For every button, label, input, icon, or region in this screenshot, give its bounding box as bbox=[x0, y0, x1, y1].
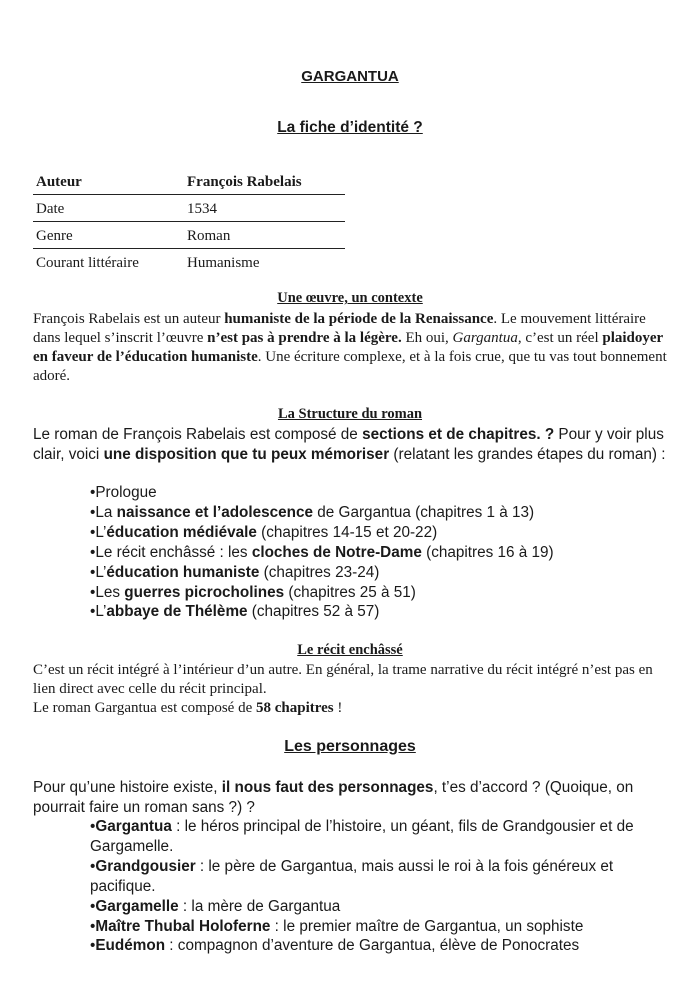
bullet-icon: • bbox=[90, 937, 96, 955]
text-run: de Gargantua (chapitres 1 à 13) bbox=[313, 503, 535, 521]
identity-value: 1534 bbox=[179, 195, 345, 222]
context-section-title: Une œuvre, un contexte bbox=[277, 290, 423, 306]
emphasis-text: 58 chapitres bbox=[255, 700, 334, 716]
bullet-icon: • bbox=[90, 484, 96, 501]
bullet-icon: • bbox=[90, 503, 96, 521]
emphasis-text: abbaye de Thélème bbox=[106, 603, 248, 621]
bullet-icon: • bbox=[90, 563, 96, 581]
character-name: Gargamelle bbox=[95, 897, 179, 915]
emphasis-text: plaidoyer en faveur de l’éducation humaniste bbox=[33, 330, 663, 365]
character-description: : le héros principal de l’histoire, un géant, fils de Grandgousier et de Gargamelle. bbox=[90, 818, 634, 855]
identity-label: Courant littéraire bbox=[36, 255, 139, 271]
text-run: L’ bbox=[95, 563, 107, 581]
table-row bbox=[33, 195, 345, 222]
list-item bbox=[90, 563, 665, 583]
text-run: François Rabelais est un auteur bbox=[33, 311, 225, 327]
list-item bbox=[90, 917, 670, 937]
context-paragraph bbox=[33, 310, 673, 386]
document-title: GARGANTUA bbox=[301, 68, 399, 85]
list-item bbox=[90, 483, 665, 503]
identity-value: Roman bbox=[179, 222, 345, 249]
character-description: : le père de Gargantua, mais aussi le roi à la fois généreux et pacifique. bbox=[90, 857, 614, 895]
emphasis-text: sections et de chapitres. ? bbox=[362, 426, 555, 443]
text-run: , t’es d’accord ? (Quoique, on pourrait faire un roman sans ?) ? bbox=[33, 779, 634, 816]
characters-paragraph bbox=[33, 778, 673, 818]
text-run: L’ bbox=[95, 603, 107, 621]
emphasis-text: cloches de Notre-Dame bbox=[251, 543, 422, 561]
emphasis-text: guerres picrocholines bbox=[124, 583, 285, 601]
list-item bbox=[90, 523, 665, 543]
text-run: ! bbox=[333, 700, 343, 716]
text-run: . Le mouvement littéraire dans lequel s’inscrit l’œuvre bbox=[33, 311, 646, 346]
bullet-icon: • bbox=[90, 603, 96, 621]
recit-paragraph bbox=[33, 661, 673, 718]
structure-section-title: La Structure du roman bbox=[277, 406, 423, 422]
identity-label: Auteur bbox=[33, 168, 179, 195]
text-run: (chapitres 52 à 57) bbox=[247, 603, 380, 621]
character-description: : compagnon d’aventure de Gargantua, élève de Ponocrates bbox=[165, 937, 580, 955]
text-run: (chapitres 14-15 et 20-22) bbox=[256, 523, 438, 541]
bullet-icon: • bbox=[90, 818, 96, 835]
list-item bbox=[90, 602, 665, 622]
list-item bbox=[90, 583, 665, 603]
bullet-icon: • bbox=[90, 523, 96, 541]
text-run: Les bbox=[95, 583, 125, 601]
structure-paragraph bbox=[33, 425, 673, 465]
identity-table bbox=[33, 168, 345, 275]
table-row bbox=[33, 168, 345, 195]
list-item bbox=[90, 857, 670, 897]
character-name: Eudémon bbox=[95, 937, 166, 955]
list-item bbox=[90, 543, 665, 563]
text-run: Prologue bbox=[95, 484, 157, 501]
text-run: , c’est un réel bbox=[517, 330, 603, 346]
text-run: Pour qu’une histoire existe, bbox=[33, 779, 222, 796]
text-run: Le roman de François Rabelais est composé de bbox=[33, 426, 363, 443]
text-run: La bbox=[95, 503, 117, 521]
characters-list bbox=[90, 817, 670, 956]
text-run: Eh oui, bbox=[401, 330, 453, 346]
text-run: . Une écriture complexe, et à la fois crue, que tu vas tout bonnement adoré. bbox=[33, 349, 667, 384]
character-name: Gargantua bbox=[95, 818, 172, 835]
character-name: Maître Thubal Holoferne bbox=[95, 917, 271, 935]
table-row bbox=[33, 249, 345, 276]
text-run: Le roman Gargantua est composé de bbox=[33, 700, 256, 716]
text-run: (chapitres 25 à 51) bbox=[284, 583, 416, 601]
list-item bbox=[90, 936, 670, 956]
structure-list bbox=[90, 483, 665, 622]
bullet-icon: • bbox=[90, 583, 96, 601]
emphasis-text: humaniste de la période de la Renaissance bbox=[224, 311, 494, 327]
text-run: L’ bbox=[95, 523, 107, 541]
identity-label: Date bbox=[33, 195, 179, 222]
emphasis-text: il nous faut des personnages bbox=[221, 779, 434, 796]
emphasis-text: naissance et l’adolescence bbox=[116, 503, 314, 521]
bullet-icon: • bbox=[90, 543, 96, 561]
text-run: (relatant les grandes étapes du roman) : bbox=[389, 445, 666, 463]
bullet-icon: • bbox=[90, 857, 96, 875]
emphasis-text: éducation humaniste bbox=[106, 563, 260, 581]
list-item bbox=[90, 503, 665, 523]
bullet-icon: • bbox=[90, 897, 96, 915]
list-item bbox=[90, 817, 670, 857]
text-run: C’est un récit intégré à l’intérieur d’un autre. En général, la trame narrative du récit intégré n’est pas en lien direct avec celle du récit principal. bbox=[33, 662, 653, 697]
characters-section-title: Les personnages bbox=[284, 738, 416, 755]
bullet-icon: • bbox=[90, 917, 96, 935]
character-description: : le premier maître de Gargantua, un sophiste bbox=[270, 917, 584, 935]
identity-label: Genre bbox=[33, 222, 179, 249]
text-run: (chapitres 16 à 19) bbox=[421, 543, 554, 561]
list-item bbox=[90, 897, 670, 917]
identity-value: Humanisme bbox=[187, 255, 260, 271]
identity-value: François Rabelais bbox=[179, 168, 345, 195]
emphasis-text: une disposition que tu peux mémoriser bbox=[103, 445, 390, 463]
italic-text: Gargantua bbox=[452, 330, 518, 346]
character-description: : la mère de Gargantua bbox=[178, 897, 341, 915]
text-run: (chapitres 23-24) bbox=[259, 563, 380, 581]
identity-section-title: La fiche d’identité ? bbox=[277, 119, 423, 136]
recit-section-title: Le récit enchâssé bbox=[297, 642, 403, 658]
emphasis-text: n’est pas à prendre à la légère. bbox=[207, 330, 402, 346]
emphasis-text: éducation médiévale bbox=[106, 523, 257, 541]
text-run: Le récit enchâssé : les bbox=[95, 543, 252, 561]
table-row bbox=[33, 222, 345, 249]
text-run: Pour y voir plus clair, voici bbox=[33, 426, 664, 463]
character-name: Grandgousier bbox=[95, 857, 196, 875]
